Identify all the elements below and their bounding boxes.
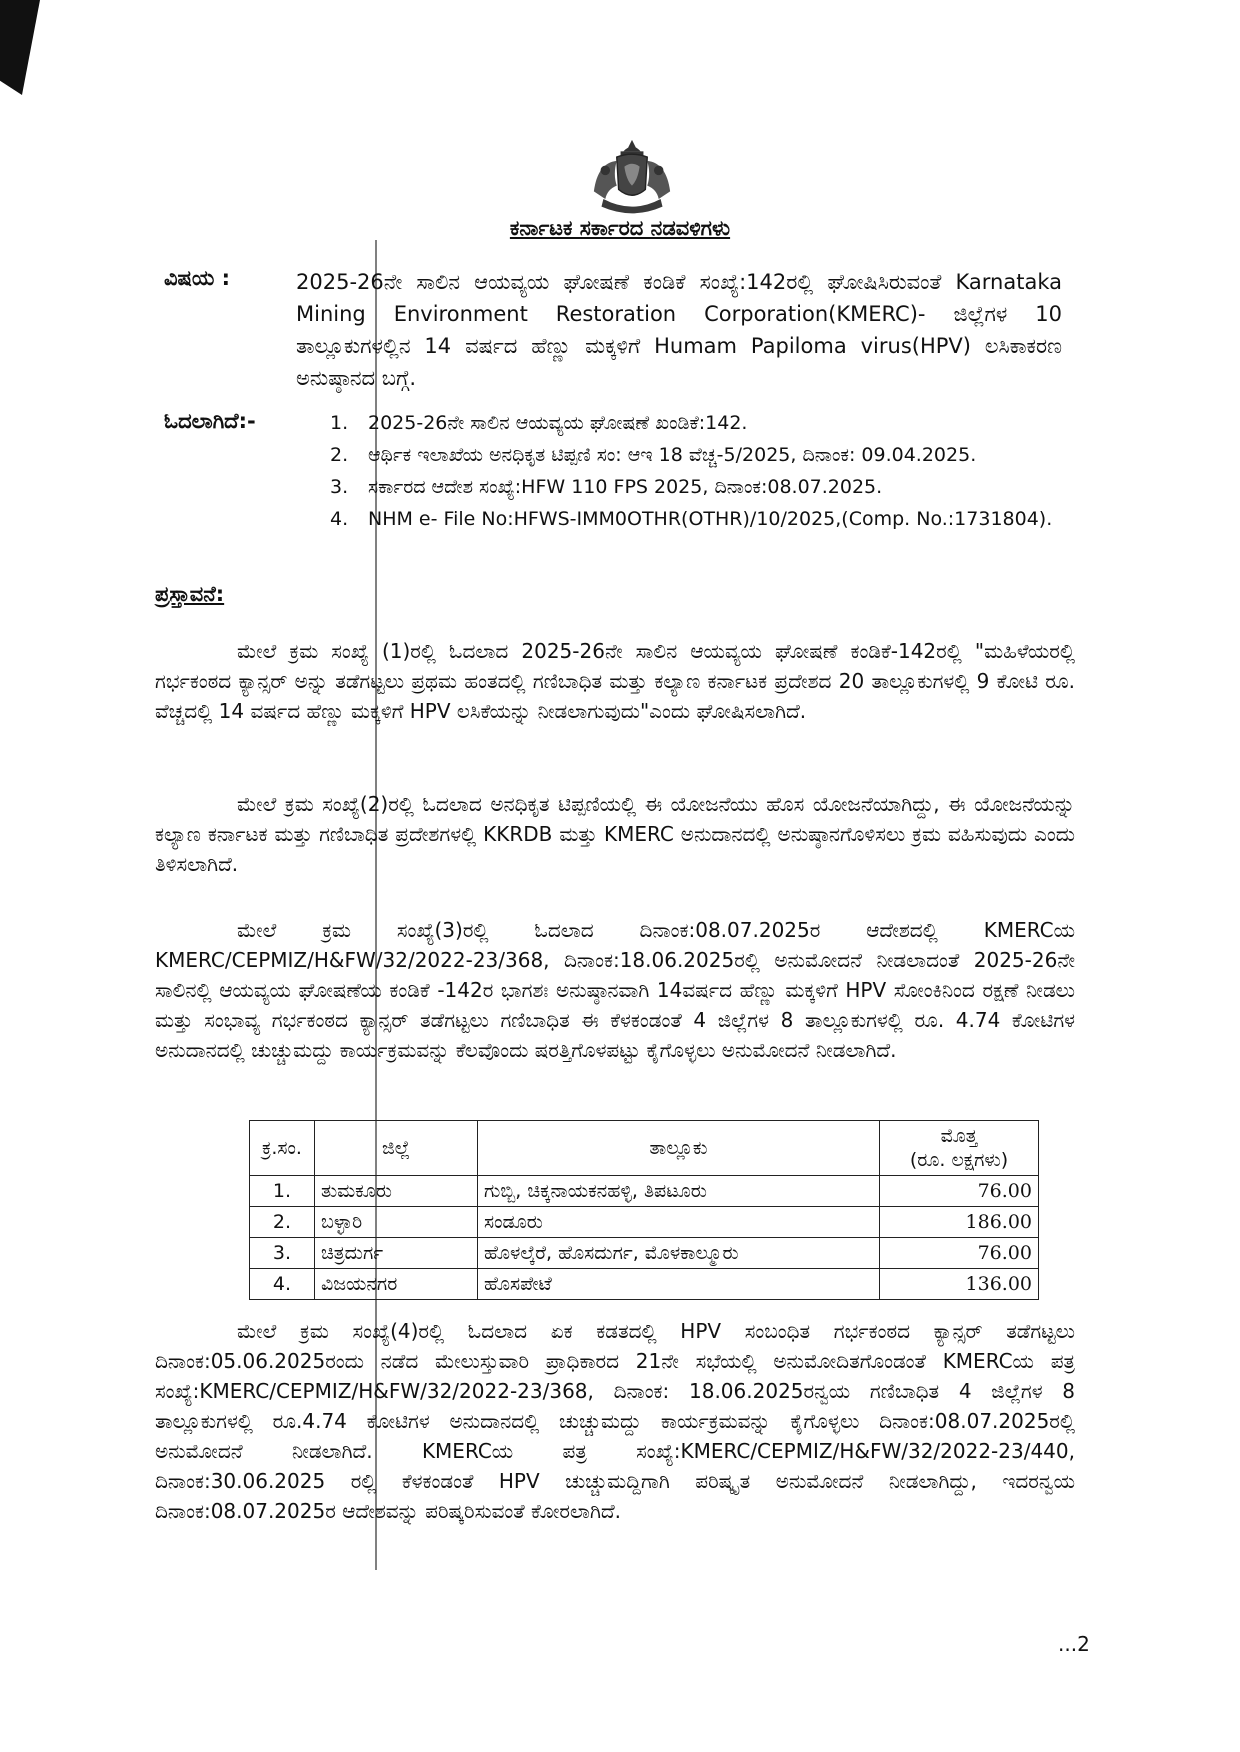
scan-corner-mark: [0, 0, 40, 95]
table-header-row: [250, 1121, 1039, 1176]
preamble-paragraph-2: ಮೇಲೆ ಕ್ರಮ ಸಂಖ್ಯೆ(2)ರಲ್ಲಿ ಓದಲಾದ ಅನಧಿಕೃತ ಟಿಪ್ಪಣಿಯಲ್ಲಿ ಈ ಯೋಜನೆಯು ಹೊಸ ಯೋಜನೆಯಾಗಿದ್ದು, ಈ ಯೋಜನೆಯನ್ನು ಕಲ್ಯಾಣ ಕರ್ನಾಟಕ ಮತ್ತು ಗಣಿಬಾಧಿತ ಪ್ರದೇಶಗಳಲ್ಲಿ KKRDB ಮತ್ತು KMERC ಅನುದಾನದಲ್ಲಿ ಅನುಷ್ಠಾನಗೊಳಿಸಲು ಕ್ರಮ ವಹಿಸುವುದು ಎಂದು ತಿಳಿಸಲಾಗಿದೆ.: [155, 792, 1075, 876]
reference-item: [330, 505, 1090, 533]
cell-district: ತುಮಕೂರು: [315, 1176, 478, 1207]
allocation-table: [249, 1120, 1039, 1300]
cell-taluks: ಸಂಡೂರು: [478, 1207, 880, 1238]
header-total-unit: (ರೂ. ಲಕ್ಷಗಳು): [909, 1149, 1009, 1171]
cell-amount: 186.00: [880, 1207, 1039, 1238]
reference-text: NHM e- File No:HFWS-IMM0OTHR(OTHR)/10/2025,(Comp. No.:1731804).: [368, 508, 1053, 530]
page-continuation: ...2: [1058, 1632, 1090, 1656]
table-row: [250, 1238, 1039, 1269]
references-list: [330, 409, 1090, 537]
cell-serial: 3.: [250, 1238, 315, 1269]
preamble-paragraph-4: ಮೇಲೆ ಕ್ರಮ ಸಂಖ್ಯೆ(4)ರಲ್ಲಿ ಓದಲಾದ ಏಕ ಕಡತದಲ್ಲಿ HPV ಸಂಬಂಧಿತ ಗರ್ಭಕಂಠದ ಕ್ಯಾನ್ಸರ್ ತಡೆಗಟ್ಟಲು ದಿನಾಂಕ:05.06.2025ರಂದು ನಡೆದ ಮೇಲುಸ್ತುವಾರಿ ಪ್ರಾಧಿಕಾರದ 21ನೇ ಸಭೆಯಲ್ಲಿ ಅನುಮೋದಿತಗೊಂಡಂತೆ KMERCಯ ಪತ್ರ ಸಂಖ್ಯೆ:KMERC/CEPMIZ/H&FW/32/2022-23/368, ದಿನಾಂಕ: 18.06.2025ರನ್ವಯ ಗಣಿಬಾಧಿತ 4 ಜಿಲ್ಲೆಗಳ 8 ತಾಲ್ಲೂಕುಗಳಲ್ಲಿ ರೂ.4.74 ಕೋಟಿಗಳ ಅನುದಾನದಲ್ಲಿ ಚುಚ್ಚುಮದ್ದು ಕಾರ್ಯಕ್ರಮವನ್ನು ಕೈಗೊಳ್ಳಲು ದಿನಾಂಕ:08.07.2025ರಲ್ಲಿ ಅನುಮೋದನೆ ನೀಡಲಾಗಿದೆ. KMERCಯ ಪತ್ರ ಸಂಖ್ಯೆ:KMERC/CEPMIZ/H&FW/32/2022-23/440, ದಿನಾಂಕ:30.06.2025 ರಲ್ಲಿ ಕೆಳಕಂಡಂತೆ HPV ಚುಚ್ಚುಮದ್ದಿಗಾಗಿ ಪರಿಷ್ಕೃತ ಅನುಮೋದನೆ ನೀಡಲಾಗಿದ್ದು, ಇದರನ್ವಯ ದಿನಾಂಕ:08.07.2025ರ ಆದೇಶವನ್ನು ಪರಿಷ್ಕರಿಸುವಂತೆ ಕೋರಲಾಗಿದೆ.: [155, 1319, 1075, 1523]
cell-serial: 4.: [250, 1269, 315, 1300]
preamble-label: ಪ್ರಸ್ತಾವನೆ:: [155, 582, 225, 606]
reference-text: ಆರ್ಥಿಕ ಇಲಾಖೆಯ ಅನಧಿಕೃತ ಟಿಪ್ಪಣಿ ಸಂ: ಆಇ 18 ವೆಚ್ಚ-5/2025, ದಿನಾಂಕ: 09.04.2025.: [368, 444, 977, 466]
reference-text: 2025-26ನೇ ಸಾಲಿನ ಆಯವ್ಯಯ ಘೋಷಣೆ ಖಂಡಿಕೆ:142.: [368, 412, 748, 434]
header-taluks: ತಾಲ್ಲೂಕು: [478, 1121, 880, 1176]
reference-item: [330, 409, 1090, 437]
cell-amount: 76.00: [880, 1238, 1039, 1269]
cell-district: ಬಳ್ಳಾರಿ: [315, 1207, 478, 1238]
subject-label: ವಿಷಯ :: [164, 266, 231, 290]
reference-number: 2.: [330, 444, 349, 466]
table-row: [250, 1176, 1039, 1207]
table-row: [250, 1207, 1039, 1238]
subject-text: 2025-26ನೇ ಸಾಲಿನ ಆಯವ್ಯಯ ಘೋಷಣೆ ಕಂಡಿಕೆ ಸಂಖ್ಯೆ:142ರಲ್ಲಿ ಘೋಷಿಸಿರುವಂತೆ Karnataka Mining Environment Restoration Corporation(KMERC)- ಜಿಲ್ಲೆಗಳ 10 ತಾಲ್ಲೂಕುಗಳಲ್ಲಿನ 14 ವರ್ಷದ ಹೆಣ್ಣು ಮಕ್ಕಳಿಗೆ Humam Papiloma virus(HPV) ಲಸಿಕಾಕರಣ ಅನುಷ್ಠಾನದ ಬಗ್ಗೆ.: [296, 270, 1062, 390]
reference-item: [330, 441, 1090, 469]
cell-taluks: ಹೊಸಪೇಟೆ: [478, 1269, 880, 1300]
cell-serial: 1.: [250, 1176, 315, 1207]
header-district: ಜಿಲ್ಲೆ: [315, 1121, 478, 1176]
reference-number: 3.: [330, 476, 349, 498]
header-total: [880, 1121, 1039, 1176]
cell-amount: 76.00: [880, 1176, 1039, 1207]
cell-serial: 2.: [250, 1207, 315, 1238]
karnataka-emblem-icon: [584, 138, 680, 220]
preamble-paragraph-3: ಮೇಲೆ ಕ್ರಮ ಸಂಖ್ಯೆ(3)ರಲ್ಲಿ ಓದಲಾದ ದಿನಾಂಕ:08.07.2025ರ ಆದೇಶದಲ್ಲಿ KMERCಯ KMERC/CEPMIZ/H&FW/32/2022-23/368, ದಿನಾಂಕ:18.06.2025ರಲ್ಲಿ ಅನುಮೋದನೆ ನೀಡಲಾದಂತೆ 2025-26ನೇ ಸಾಲಿನಲ್ಲಿ ಆಯವ್ಯಯ ಘೋಷಣೆಯ ಕಂಡಿಕೆ -142ರ ಭಾಗಶಃ ಅನುಷ್ಠಾನವಾಗಿ 14ವರ್ಷದ ಹೆಣ್ಣು ಮಕ್ಕಳಿಗೆ HPV ಸೋಂಕಿನಿಂದ ರಕ್ಷಣೆ ನೀಡಲು ಮತ್ತು ಸಂಭಾವ್ಯ ಗರ್ಭಕಂಠದ ಕ್ಯಾನ್ಸರ್ ತಡೆಗಟ್ಟಲು ಗಣಿಬಾಧಿತ ಈ ಕೆಳಕಂಡಂತೆ 4 ಜಿಲ್ಲೆಗಳ 8 ತಾಲ್ಲೂಕುಗಳಲ್ಲಿ ರೂ. 4.74 ಕೋಟಿಗಳ ಅನುದಾನದಲ್ಲಿ ಚುಚ್ಚುಮದ್ದು ಕಾರ್ಯಕ್ರಮವನ್ನು ಕೆಲವೊಂದು ಷರತ್ತಿಗೊಳಪಟ್ಟು ಕೈಗೊಳ್ಳಲು ಅನುಮೋದನೆ ನೀಡಲಾಗಿದೆ.: [155, 918, 1075, 1062]
header-serial: ಕ್ರ.ಸಂ.: [250, 1121, 315, 1176]
cell-district: ವಿಜಯನಗರ: [315, 1269, 478, 1300]
cell-district: ಚಿತ್ರದುರ್ಗ: [315, 1238, 478, 1269]
reference-number: 1.: [330, 412, 349, 434]
document-title: ಕರ್ನಾಟಕ ಸರ್ಕಾರದ ನಡವಳಿಗಳು: [509, 216, 731, 240]
reference-number: 4.: [330, 508, 349, 530]
preamble-paragraph-1: ಮೇಲೆ ಕ್ರಮ ಸಂಖ್ಯೆ (1)ರಲ್ಲಿ ಓದಲಾದ 2025-26ನೇ ಸಾಲಿನ ಆಯವ್ಯಯ ಘೋಷಣೆ ಕಂಡಿಕೆ-142ರಲ್ಲಿ "ಮಹಿಳೆಯರಲ್ಲಿ ಗರ್ಭಕಂಠದ ಕ್ಯಾನ್ಸರ್ ಅನ್ನು ತಡೆಗಟ್ಟಲು ಪ್ರಥಮ ಹಂತದಲ್ಲಿ ಗಣಿಬಾಧಿತ ಮತ್ತು ಕಲ್ಯಾಣ ಕರ್ನಾಟಕ ಪ್ರದೇಶದ 20 ತಾಲ್ಲೂಕುಗಳಲ್ಲಿ 9 ಕೋಟಿ ರೂ. ವೆಚ್ಚದಲ್ಲಿ 14 ವರ್ಷದ ಹೆಣ್ಣು ಮಕ್ಕಳಿಗೆ HPV ಲಸಿಕೆಯನ್ನು ನೀಡಲಾಗುವುದು"ಎಂದು ಘೋಷಿಸಲಾಗಿದೆ.: [155, 639, 1075, 723]
cell-taluks: ಗುಬ್ಬಿ, ಚಿಕ್ಕನಾಯಕನಹಳ್ಳಿ, ತಿಪಟೂರು: [478, 1176, 880, 1207]
header-total-label: ಮೊತ್ತ: [940, 1125, 978, 1147]
reference-item: [330, 473, 1090, 501]
references-label: ಓದಲಾಗಿದೆ:-: [164, 409, 256, 433]
cell-taluks: ಹೊಳಲ್ಕೆರೆ, ಹೊಸದುರ್ಗ, ಮೊಳಕಾಲ್ಮೂರು: [478, 1238, 880, 1269]
cell-amount: 136.00: [880, 1269, 1039, 1300]
reference-text: ಸರ್ಕಾರದ ಆದೇಶ ಸಂಖ್ಯೆ:HFW 110 FPS 2025, ದಿನಾಂಕ:08.07.2025.: [368, 476, 883, 498]
table-row: [250, 1269, 1039, 1300]
